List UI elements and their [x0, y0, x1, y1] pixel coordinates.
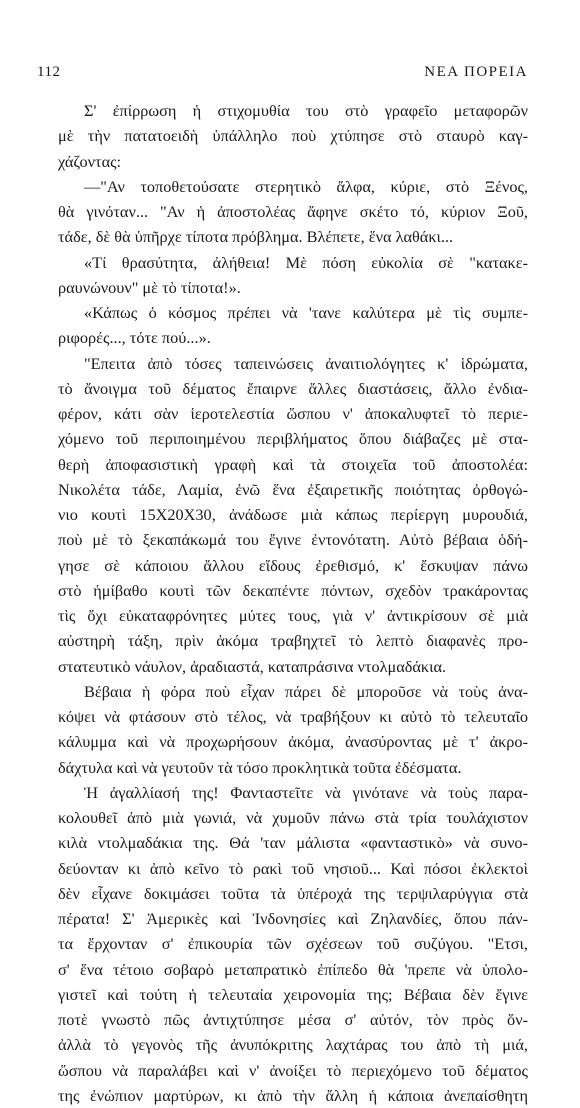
text-line: κάλυμμα καὶ νὰ προχωρήσουν ἀκόμα, ἀνασύροντας μὲ τ' ἀκρο- [58, 732, 528, 752]
text-line: τὶς ὄχι εὐκαταφρόνητες μύτες τους, γιὰ ν' ἀντικρίσουν σὲ μιὰ [58, 606, 528, 625]
text-line: Ἡ ἀγαλλίασή της! Φανταστεῖτε νὰ γινότανε νὰ τοὺς παρα- [84, 782, 528, 802]
text-line: χάζοντας: [58, 151, 122, 171]
text-line: δάχτυλα καὶ νὰ γευτοῦν τὰ τόσο προκλητικὰ τοῦτα ἐδέσματα. [58, 757, 462, 777]
text-line: χόμενο τοῦ περιποιημένου περιβλήματος ὅπου διάβαζες μὲ στα- [58, 429, 528, 449]
text-line: τάδε, δὲ θὰ ὑπῆρχε τίποτα πρόβλημα. Βλέπετε, ἕνα λαθάκι... [58, 227, 454, 247]
text-line: στὸ ἡμίβαθο κουτὶ τῶν δεκαπέντε πόντων, σχεδὸν τρακάροντας [58, 580, 528, 600]
text-line: μὲ τὴν πατατοειδὴ ὑπάλληλο ποὺ χτύπησε στὸ σταυρὸ καγ- [58, 126, 528, 146]
text-line: πέρατα! Σ' Ἀμερικὲς καὶ Ἰνδονησίες καὶ Ζηλανδίες, ὅπου πάν- [58, 909, 528, 928]
text-line: κιλὰ ντολμαδάκια της. Θά 'ταν μάλιστα «φανταστικὸ» νὰ συνο- [58, 833, 528, 853]
text-line: ποτὲ γνωστὸ πῶς ἀντιχτύπησε μέσα σ' αὐτόν, τὸν πρὸς ὅν- [58, 1010, 528, 1029]
text-line: ριφορές..., τότε πού...». [58, 328, 211, 348]
text-line: κολουθεῖ ἀπὸ μιὰ γωνιά, νὰ χυμοῦν πάνω στὰ τρία τουλάχιστον [58, 808, 528, 827]
text-line: στατευτικὸ νάυλον, ἀραδιαστά, καταπράσινα ντολμαδάκια. [58, 656, 447, 676]
text-line: «Κάπως ὁ κόσμος πρέπει νὰ 'τανε καλύτερα μὲ τὶς συμπε- [84, 303, 528, 322]
text-line: Σ' ἐπίρρωση ἡ στιχομυθία του στὸ γραφεῖο μεταφορῶν [84, 101, 528, 120]
text-line: αὐστηρὴ τάξη, πρὶν ἀκόμα τραβηχτεῖ τὸ λεπτὸ διαφανὲς προ- [58, 631, 528, 651]
text-line: "Επειτα ἀπὸ τόσες ταπεινώσεις ἀναιτιολόγητες κ' ἱδρώματα, [84, 353, 528, 373]
text-line: δεύονταν κι ἀπὸ κεῖνο τὸ ρακὶ τοῦ νησιοῦ... Καὶ πόσοι ἐκλεκτοὶ [58, 858, 528, 878]
text-line: νιο κουτὶ 15Χ20Χ30, ἀνάδωσε μιὰ κάπως περίεργη μυρουδιά, [58, 505, 528, 524]
text-line: Βέβαια ἡ φόρα ποὺ εἶχαν πάρει δὲ μποροῦσε νὰ τοὺς ἀνα- [84, 681, 528, 701]
text-line: ποὺ μὲ τὸ ξεκαπάκωμά του ἔγινε ἐντονότατη. Αὐτὸ βέβαια ὁδή- [58, 530, 528, 550]
text-line: ὥσπου νὰ παραλάβει καὶ ν' ἀνοίξει τὸ περιεχόμενο τοῦ δέματος [58, 1060, 528, 1080]
text-line: τα ἔρχονταν σ' ἐπικουρία τῶν σχέσεων τοῦ συζύγου. "Ετσι, [58, 934, 528, 954]
text-line: ἀλλὰ τὸ γεγονὸς τῆς ἀνυπόκριτης λαχτάρας του ἀπὸ τὴ μιά, [58, 1035, 528, 1055]
text-line: θὰ γινόταν... "Αν ἡ ἀποστολέας ἄφηνε σκέτο τό, κύριον Ξοῦ, [58, 202, 528, 221]
text-line: τὸ ἄνοιγμα τοῦ δέματος ἔπαιρνε ἄλλες διαστάσεις, ἄλλο ἐνδια- [58, 378, 528, 398]
body-text [58, 98, 528, 1108]
text-line: γιστεῖ καὶ τούτη ἡ τελευταία χειρονομία της; Βέβαια δὲν ἔγινε [58, 984, 528, 1004]
text-line: Νικολέτα τάδε, Λαμία, ἐνῶ ἕνα ἐξαιρετικῆς ποιότητας ὀρθογώ- [58, 479, 528, 499]
page-number: 112 [37, 64, 61, 80]
text-line: κόψει νὰ φτάσουν στὸ τέλος, νὰ τραβήξουν κι αὐτὸ τὸ τελευταῖο [58, 707, 528, 726]
running-title: ΝΕΑ ΠΟΡΕΙΑ [424, 64, 528, 80]
text-line: «Τί θρασύτητα, ἀλήθεια! Μὲ πόση εὐκολία σὲ "κατακε- [84, 252, 528, 272]
text-line: —"Αν τοποθετούσατε στερητικὸ ἄλφα, κύριε, στὸ Ξένος, [84, 176, 528, 196]
text-line: δὲν εἶχανε δοκιμάσει τοῦτα τὰ ὑπέροχά της τερψιλαρύγγια στὰ [58, 883, 528, 903]
text-line: φέρον, κάτι σὰν ἱεροτελεστία ὥσπου ν' ἀποκαλυφτεῖ τὸ περιε- [58, 404, 528, 423]
page-header [37, 64, 528, 86]
text-line: της ἐνώπιον μαρτύρων, κι ἀπὸ τὴν ἄλλη ἡ κάποια ἀνεπαίσθητη [58, 1085, 528, 1105]
text-line: γησε σὲ κάποιου ἄλλου εἴδους ἐρεθισμό, κ' ἔσκυψαν πάνω [58, 555, 528, 575]
text-line: ραυνώνουν" μὲ τὸ τίποτα!». [58, 277, 241, 297]
text-line: θερὴ ἀποφασιστικὴ γραφὴ καὶ τὰ στοιχεῖα τοῦ ἀποστολέα: [58, 454, 528, 474]
text-line: σ' ἕνα τέτοιο σοβαρὸ μεταπρατικὸ ἐπίπεδο θὰ 'πρεπε νὰ ὑπολο- [58, 959, 528, 979]
